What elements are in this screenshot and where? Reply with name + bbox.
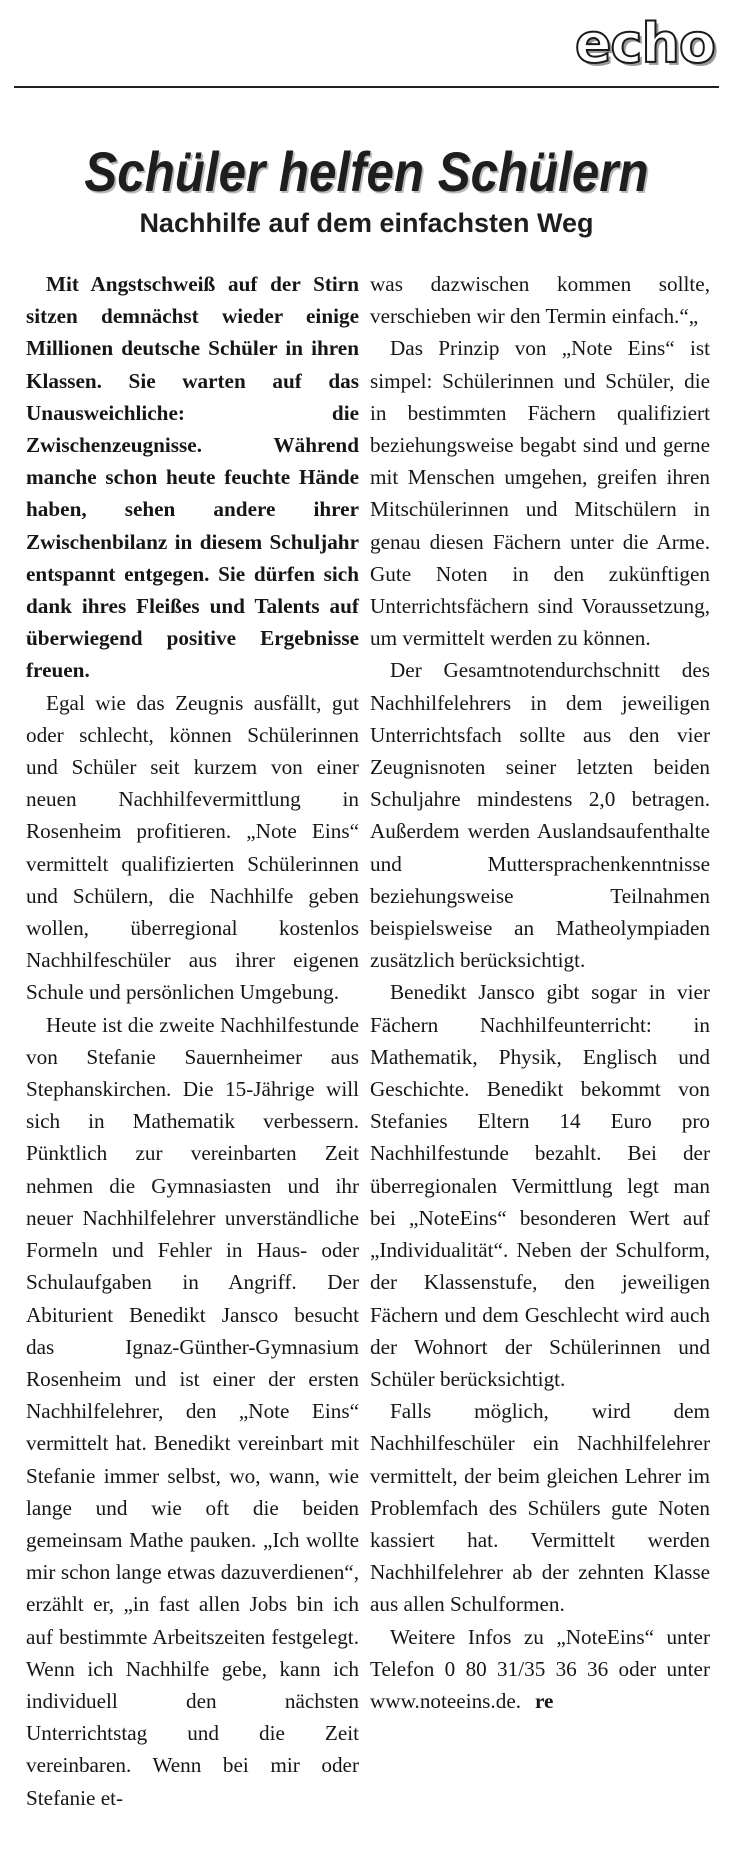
- contact-text: Weitere Infos zu „NoteEins“ unter Telefon 0 80 31/35 36 36 oder unter www.noteeins.de.: [370, 1624, 710, 1713]
- body-paragraph: Das Prinzip von „Note Eins“ ist simpel: Schülerinnen und Schüler, die in bestimmten Fächern qualifiziert beziehungsweise begabt sind und gerne mit Menschen umgehen, greifen ihren Mitschülerinnen und Mitschülern in genau diesen Fächern unter die Arme. Gute Noten in den zukünftigen Unterrichtsfächern sind Voraussetzung, um vermittelt werden zu können.: [370, 336, 710, 651]
- body-paragraph: Heute ist die zweite Nachhilfestunde von Stefanie Sauernheimer aus Stephanskirchen. Die 15-Jährige will sich in Mathematik verbessern. Pünktlich zur vereinbarten Zeit nehmen die Gymnasiasten und ihr neuer Nachhilfelehrer unverständliche Formeln und Fehler in Haus- oder Schulaufgaben in Angriff. Der Abiturient Benedikt Jansco besucht das Ignaz-Günther-Gymnasium Rosenheim und ist einer der ersten Nachhilfelehrer, den „Note Eins“ vermittelt hat. Benedikt vereinbart mit Stefanie immer selbst, wo, wann, wie lange und wie oft die beiden gemeinsam Mathe pauken. „Ich wollte mir schon lange etwas dazuverdienen“, erzählt er, „in fast allen Jobs bin ich auf bestimmte Arbeitszeiten festgelegt. Wenn ich Nachhilfe gebe, kann ich individuell den nächsten Unterrichtstag und die Zeit vereinbaren. Wenn bei mir oder Stefanie et-: [26, 1012, 359, 1810]
- body-paragraph: Falls möglich, wird dem Nachhilfeschüler ein Nachhilfelehrer vermittelt, der beim gleichen Lehrer im Problemfach des Schülers gute Noten kassiert hat. Vermittelt werden Nachhilfelehrer ab der zehnten Klasse aus allen Schulformen.: [370, 1399, 710, 1617]
- author-initials: re: [535, 1688, 554, 1713]
- column-left: [26, 268, 359, 1814]
- masthead-logo: echo: [574, 12, 715, 75]
- headline: Schüler helfen Schülern: [84, 140, 649, 203]
- subheadline: Nachhilfe auf dem einfachsten Weg: [139, 208, 594, 238]
- body-paragraph: Der Gesamtnotendurchschnitt des Nachhilfelehrers in dem jeweiligen Unterrichtsfach sollte aus den vier Zeugnisnoten seiner letzten beiden Schuljahre mindestens 2,0 betragen. Außerdem werden Auslandsaufenthalte und Muttersprachenkenntnisse beziehungsweise Teilnahmen beispielsweise an Matheolympiaden zusätzlich berücksichtigt.: [370, 658, 710, 973]
- body-paragraph: Benedikt Jansco gibt sogar in vier Fächern Nachhilfeunterricht: in Mathematik, Physik, Englisch und Geschichte. Benedikt bekommt von Stefanies Eltern 14 Euro pro Nachhilfestunde bezahlt. Bei der überregionalen Vermittlung legt man bei „NoteEins“ besonderen Wert auf „Individualität“. Neben der Schulform, der Klassenstufe, den jeweiligen Fächern und dem Geschlecht wird auch der Wohnort der Schülerinnen und Schüler berücksichtigt.: [370, 980, 710, 1391]
- masthead-rule: [14, 86, 719, 88]
- contact-paragraph: [370, 1621, 710, 1718]
- body-paragraph-continued: was dazwischen kommen sollte, verschieben wir den Termin einfach.“„: [370, 272, 710, 329]
- column-right: [370, 268, 710, 1717]
- lead-paragraph: Mit Angstschweiß auf der Stirn sitzen demnächst wieder einige Millionen deutsche Schüler in ihren Klassen. Sie warten auf das Unausweichliche: die Zwischenzeugnisse. Während manche schon heute feuchte Hände haben, sehen andere ihrer Zwischenbilanz in diesem Schuljahr entspannt entgegen. Sie dürfen sich dank ihres Fleißes und Talents auf überwiegend positive Ergebnisse freuen.: [26, 272, 359, 683]
- body-paragraph: Egal wie das Zeugnis ausfällt, gut oder schlecht, können Schülerinnen und Schüler seit kurzem von einer neuen Nachhilfevermittlung in Rosenheim profitieren. „Note Eins“ vermittelt qualifizierten Schülerinnen und Schülern, die Nachhilfe geben wollen, überregional kostenlos Nachhilfeschüler aus ihrer eigenen Schule und persönlichen Umgebung.: [26, 690, 359, 1005]
